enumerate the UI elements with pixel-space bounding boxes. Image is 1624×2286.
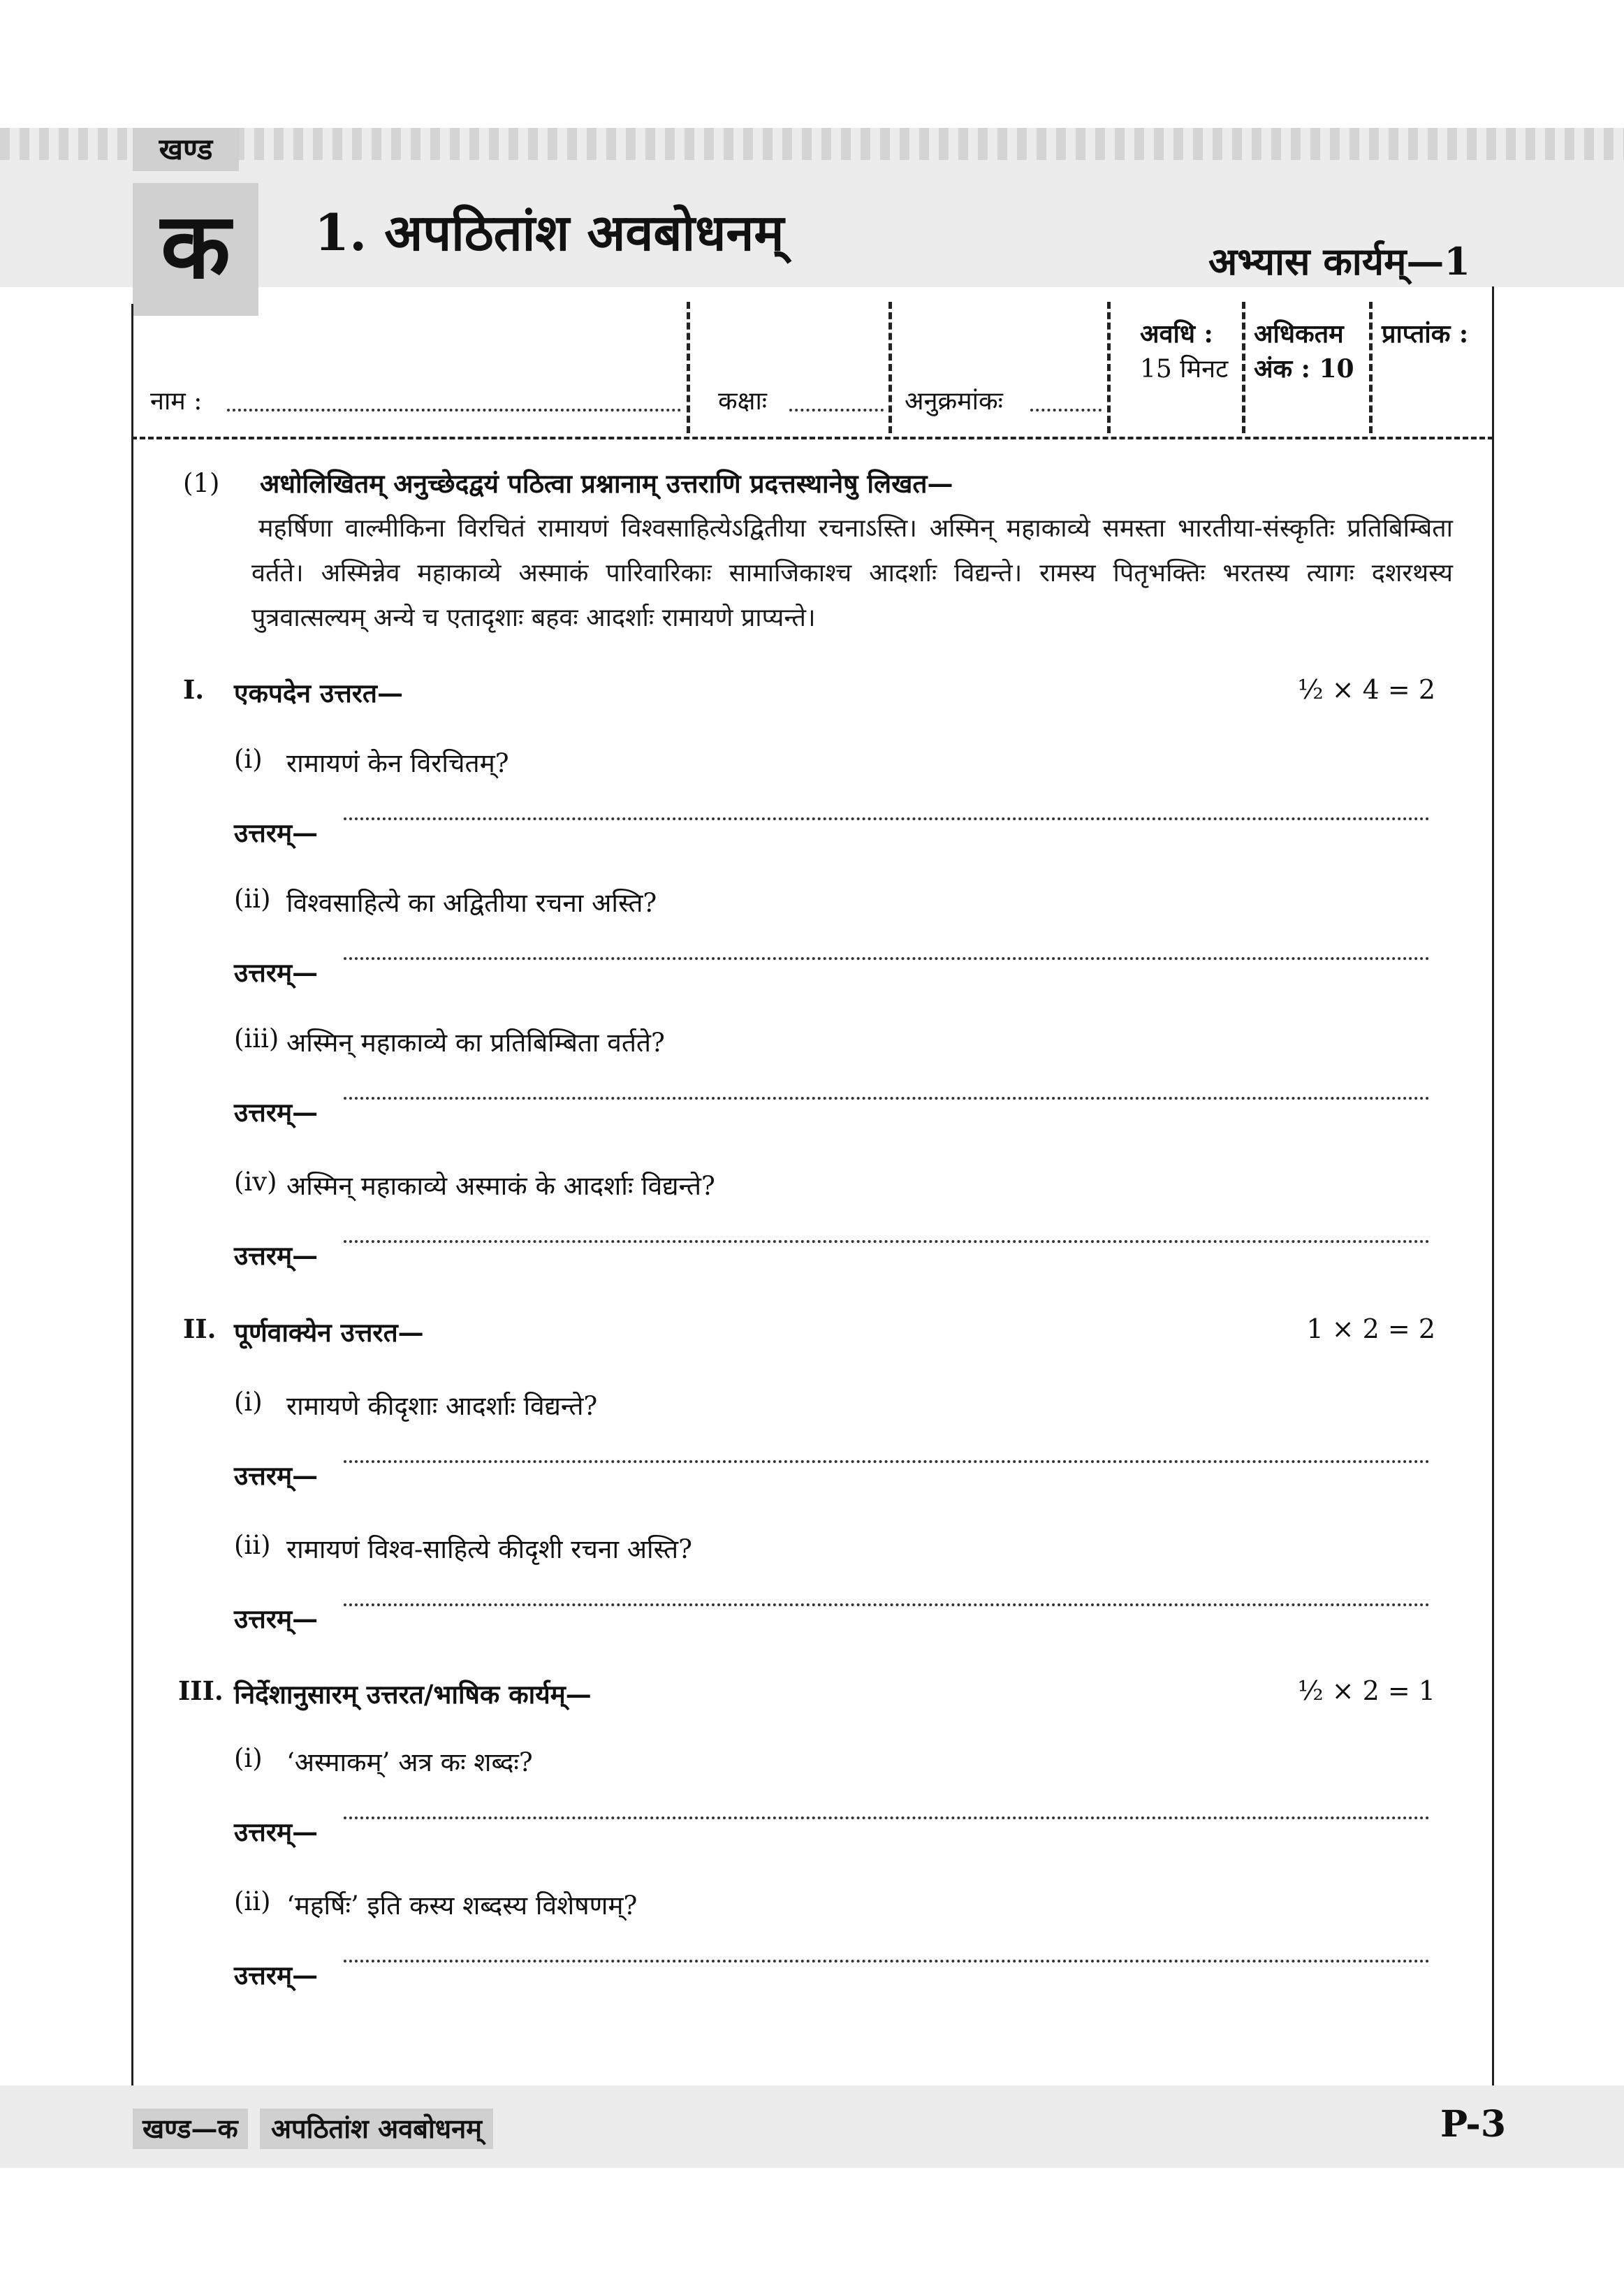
header-stripes [0,128,1624,160]
max-marks-value: अंक : 10 [1254,354,1354,384]
section-numeral: I. [183,674,205,705]
question-number: (i) [234,1743,263,1773]
info-separator [1107,302,1111,433]
name-label: नाम : [150,387,203,416]
answer-field[interactable] [344,1960,1430,1963]
answer-label: उत्तरम्— [234,1240,319,1271]
question-text: रामायणे कीदृशाः आदर्शाः विद्यन्ते? [286,1391,598,1421]
info-separator [1242,302,1245,433]
answer-label: उत्तरम्— [234,1097,319,1128]
info-separator [888,302,892,433]
question-text: अस्मिन् महाकाव्ये अस्माकं के आदर्शाः विद्यन्ते? [286,1171,715,1201]
question-text: रामायणं विश्व-साहित्ये कीदृशी रचना अस्ति? [286,1534,692,1564]
question-number: (ii) [234,1886,271,1916]
page-number: P-3 [1440,2103,1507,2146]
info-row-divider [131,437,1493,439]
passage-instruction: अधोलिखितम् अनुच्छेदद्वयं पठित्वा प्रश्नानाम् उत्तराणि प्रदत्तस्थानेषु लिखत— [260,468,953,499]
section-title: एकपदेन उत्तरत— [234,678,404,708]
question-text: अस्मिन् महाकाव्ये का प्रतिबिम्बिता वर्तते? [286,1028,665,1058]
question-number: (iv) [234,1167,277,1197]
section-marks: 1 × 2 = 2 [1306,1313,1435,1344]
duration-value: 15 मिनट [1140,355,1229,384]
answer-label: उत्तरम्— [234,1460,319,1491]
class-field[interactable] [789,409,884,412]
obtained-marks-label: प्राप्तांक : [1382,319,1469,349]
footer-section-label: खण्ड—क [133,2109,248,2149]
name-field[interactable] [227,409,681,412]
section-numeral: II. [183,1313,217,1344]
question-text: ‘महर्षिः’ इति कस्य शब्दस्य विशेषणम्? [286,1891,638,1921]
section-tab: खण्ड [133,128,239,171]
class-label: कक्षाः [718,387,768,416]
question-text: विश्वसाहित्ये का अद्वितीया रचना अस्ति? [286,888,657,918]
roll-label: अनुक्रमांकः [905,387,1003,416]
footer-chapter-label: अपठितांश अवबोधनम् [260,2109,493,2149]
answer-label: उत्तरम्— [234,817,319,848]
info-separator [1369,302,1373,433]
answer-field[interactable] [344,1240,1430,1243]
section-letter: क [133,183,258,316]
answer-label: उत्तरम्— [234,1960,319,1990]
passage-text: महर्षिणा वाल्मीकिना विरचितं रामायणं विश्वसाहित्येऽद्वितीया रचनाऽस्ति। अस्मिन् महाकाव्ये समस्ता भारतीया-संस्कृतिः प्रतिबिम्बिता वर्तते। अस्मिन्नेव महाकाव्ये अस्माकं पारिवारिकाः सामाजिकाश्च आदर्शाः विद्यन्ते। रामस्य पितृभक्तिः भरतस्य त्यागः दशरथस्य पुत्रवात्सल्यम् अन्ये च एतादृशाः बहवः आदर्शाः रामायणे प्राप्यन्ते। [251,514,1453,632]
exercise-title: अभ्यास कार्यम्—1 [1208,239,1470,284]
question-number: (ii) [234,884,271,914]
roll-field[interactable] [1030,409,1102,412]
answer-label: उत्तरम्— [234,957,319,988]
chapter-title: 1. अपठितांश अवबोधनम् [314,203,784,262]
question-number: (i) [234,1387,263,1417]
frame-left-border [131,304,133,2092]
section-title: पूर्णवाक्येन उत्तरत— [234,1317,424,1348]
answer-label: उत्तरम्— [234,1603,319,1634]
answer-field[interactable] [344,957,1430,960]
question-text: रामायणं केन विरचितम्? [286,748,509,778]
section-marks: ½ × 4 = 2 [1297,674,1435,705]
answer-field[interactable] [344,1817,1430,1819]
max-marks-label: अधिकतम [1254,319,1344,349]
question-text: ‘अस्माकम्’ अत्र कः शब्दः? [286,1747,533,1777]
answer-field[interactable] [344,1603,1430,1606]
passage-number: (1) [183,468,220,498]
section-title: निर्देशानुसारम् उत्तरत/भाषिक कार्यम्— [234,1679,592,1710]
question-number: (i) [234,744,263,774]
frame-right-border [1492,286,1494,2092]
info-separator [687,302,690,433]
answer-field[interactable] [344,1460,1430,1463]
section-marks: ½ × 2 = 1 [1297,1675,1435,1706]
answer-label: उत्तरम्— [234,1817,319,1847]
answer-field[interactable] [344,817,1430,820]
section-numeral: III. [178,1675,224,1706]
question-number: (iii) [234,1024,279,1054]
answer-field[interactable] [344,1097,1430,1100]
duration-label: अवधि : [1140,319,1213,349]
question-number: (ii) [234,1530,271,1560]
